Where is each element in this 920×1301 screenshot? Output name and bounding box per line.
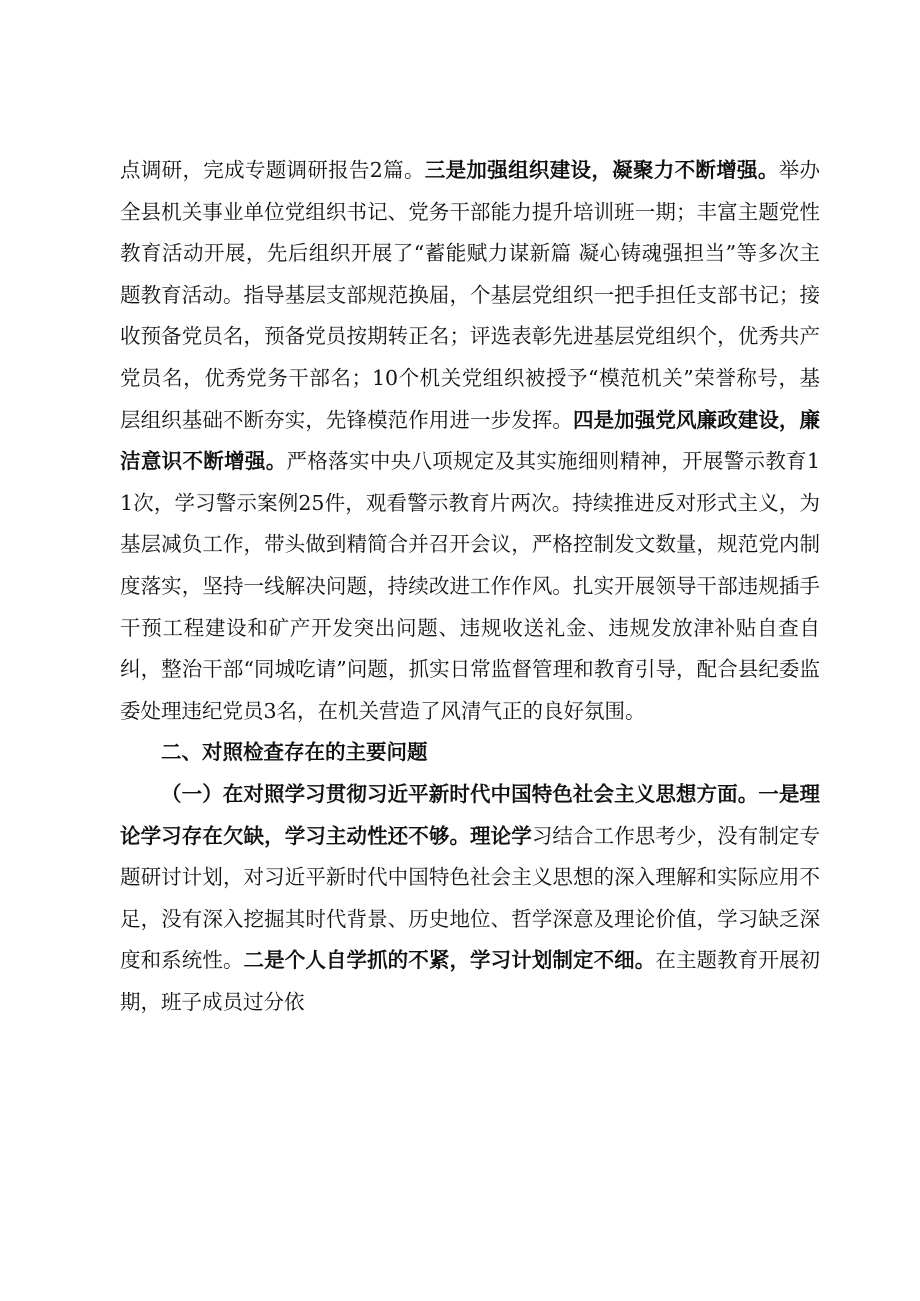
text-run: 点调研，完成专题调研报告2篇。 [120,158,425,182]
section-heading-main-problems: 二、对照检查存在的主要问题 [161,740,428,765]
bold-run-theory-study: （一）在对照学习贯彻习近平新时代中国特色社会主义思想方面。一是理论学习存在欠缺，学习主动性还不够。 [120,781,820,848]
bold-run-party-conduct: 四是加强党风廉政建设，廉洁意识不断增强。 [120,407,820,474]
text-run: 习结合工作思考少，没有制定专题研讨计划，对习近平新时代中国特色社会主义思想的深入理解和实际应用不足，没有深入挖掘其时代背景、历史地位、哲学深意及理论价值，学习缺乏深度和系统性。 [120,823,821,973]
bold-run-organization-building: 三是加强组织建设，凝聚力不断增强。 [424,158,779,182]
text-run: 在主题教育开展初期，班子成员过分依 [120,948,821,1014]
bold-run-theory-study-cont: 理论学 [470,823,532,848]
paragraph-problems [120,774,820,1024]
bold-run-self-study: 二是个人自学抓的不紧，学习计划制定不细。 [243,948,656,973]
paragraph-achievements [120,150,820,732]
document-body [120,150,820,1023]
text-run: 严格落实中央八项规定及其实施细则精神，开展警示教育11次，学习警示案例25件，观看警示教育片两次。持续推进反对形式主义，为基层减负工作，带头做到精简合并召开会议，严格控制发文数量，规范党内制度落实，坚持一线解决问题，持续改进工作作风。扎实开展领导干部违规插手干预工程建设和矿产开发突出问题、违规收送礼金、违规发放津补贴自查自纠，整治干部“同城吃请”问题，抓实日常监督管理和教育引导，配合县纪委监委处理违纪党员3名，在机关营造了风清气正的良好氛围。 [120,449,821,723]
text-run: 举办全县机关事业单位党组织书记、党务干部能力提升培训班一期；丰富主题党性教育活动开展，先后组织开展了“蓄能赋力谋新篇 凝心铸魂强担当”等多次主题教育活动。指导基层支部规范换届，个基层党组织一把手担任支部书记；接收预备党员名，预备党员按期转正名；评选表彰先进基层党组织个，优秀共产党员名，优秀党务干部名；10个机关党组织被授予“模范机关”荣誉称号，基层组织基础不断夯实，先锋模范作用进一步发挥。 [120,158,821,432]
